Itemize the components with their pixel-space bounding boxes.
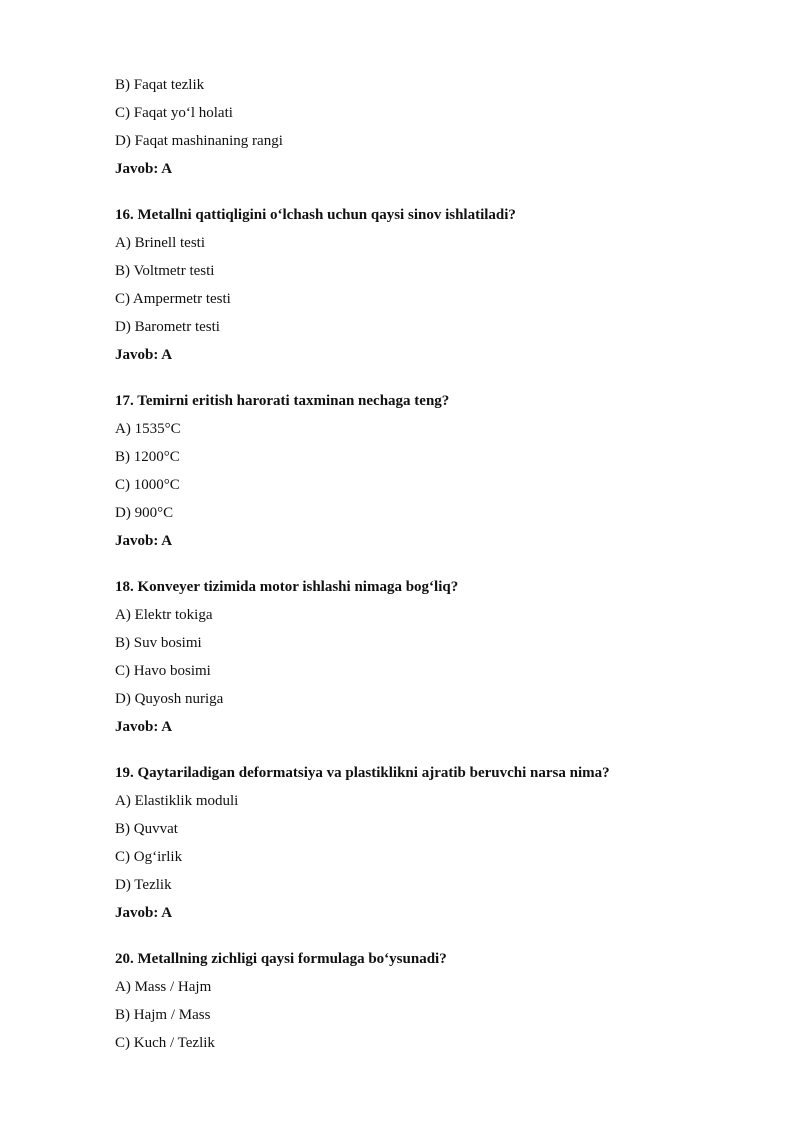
option-d: D) 900°C xyxy=(115,505,174,521)
question-19: 19. Qaytariladigan deformatsiya va plastiklikni ajratib beruvchi narsa nima? xyxy=(115,765,610,781)
option-a: A) Elektr tokiga xyxy=(115,607,213,623)
option-b: B) 1200°C xyxy=(115,449,180,465)
option-a: A) Elastiklik moduli xyxy=(115,793,239,809)
question-18: 18. Konveyer tizimida motor ishlashi nimaga bog‘liq? xyxy=(115,579,459,595)
option-a: A) Brinell testi xyxy=(115,235,205,251)
answer-line: Javob: A xyxy=(115,161,173,177)
option-a: A) 1535°C xyxy=(115,421,181,437)
option-a: A) Mass / Hajm xyxy=(115,979,212,995)
option-c: C) Og‘irlik xyxy=(115,849,183,865)
option-b: B) Quvvat xyxy=(115,821,178,837)
option-c: C) Ampermetr testi xyxy=(115,291,231,307)
option-d: D) Tezlik xyxy=(115,877,172,893)
question-20: 20. Metallning zichligi qaysi formulaga bo‘ysunadi? xyxy=(115,951,447,967)
option-d: D) Quyosh nuriga xyxy=(115,691,224,707)
question-16: 16. Metallni qattiqligini o‘lchash uchun qaysi sinov ishlatiladi? xyxy=(115,207,516,223)
option-c: C) Havo bosimi xyxy=(115,663,211,679)
answer-line: Javob: A xyxy=(115,719,173,735)
option-b: B) Voltmetr testi xyxy=(115,263,215,279)
answer-line: Javob: A xyxy=(115,533,173,549)
question-17: 17. Temirni eritish harorati taxminan nechaga teng? xyxy=(115,393,450,409)
answer-line: Javob: A xyxy=(115,905,173,921)
answer-line: Javob: A xyxy=(115,347,173,363)
option-b: B) Faqat tezlik xyxy=(115,77,205,93)
option-b: B) Hajm / Mass xyxy=(115,1007,211,1023)
option-b: B) Suv bosimi xyxy=(115,635,202,651)
option-d: D) Faqat mashinaning rangi xyxy=(115,133,283,149)
option-c: C) Faqat yo‘l holati xyxy=(115,105,233,121)
option-d: D) Barometr testi xyxy=(115,319,220,335)
option-c: C) Kuch / Tezlik xyxy=(115,1035,215,1051)
option-c: C) 1000°C xyxy=(115,477,180,493)
